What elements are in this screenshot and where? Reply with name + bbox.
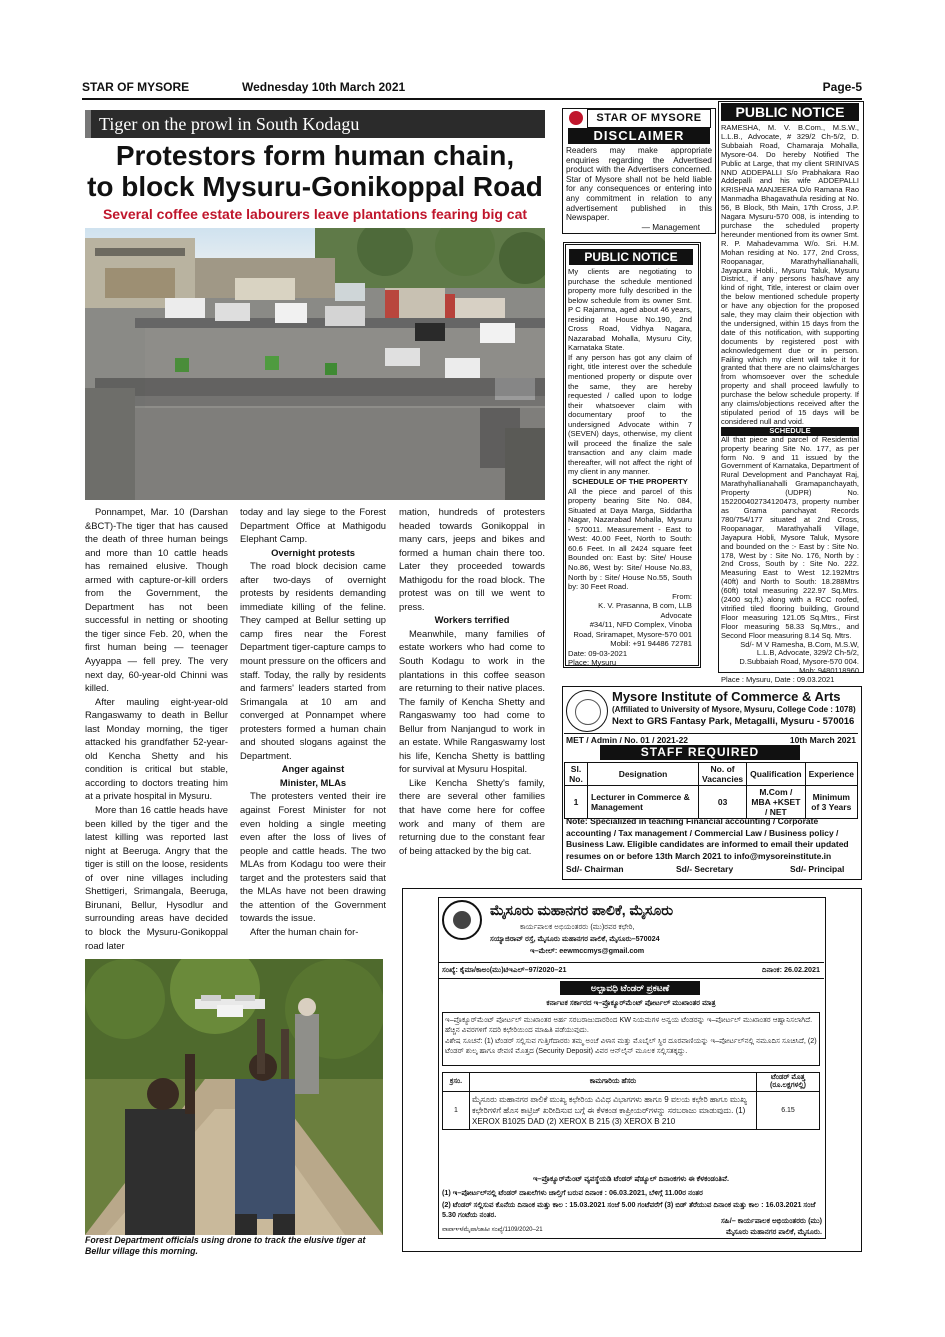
tender-title: ಅಲ್ಪಾವಧಿ ಟೆಂಡರ್ ಪ್ರಕಟಣೆ [560,981,700,995]
story-subheading: Workers terrified [434,614,510,626]
cell-sl: 1 [565,786,588,819]
notice-paragraph: My clients are negotiating to purchase the schedule mentioned property more fully described in the below schedule from its owner Smt. P C Rajamma, aged about 46 years, residing at House No.190, 2nd Cross Road, Vidhya Nagara, Nazarabad Mohalla, Mysuru City, Karnataka State. [568,267,692,353]
public-notice-2-body [721,124,859,685]
tender-schedule-2: (2) ಟೆಂಡರ್ ಸಲ್ಲಿಸುವ ಕೊನೆಯ ದಿನಾಂಕ ಮತ್ತು ಕಾಲ : 15.03.2021 ಸಂಜೆ 5.00 ಗಂಟೆವರೆಗೆ (3) ಬಿಡ್ ತೆರೆಯುವ ದಿನಾಂಕ ಮತ್ತು ಕಾಲ : 16.03.2021 ಸಂಜೆ 5.30 ಗಂಟೆಯ ನಂತರ. [442,1200,816,1220]
story-kicker: Tiger on the prowl in South Kodagu [85,110,545,138]
page-header [82,78,862,98]
institute-address: Next to GRS Fantasy Park, Metagalli, Mysuru - 570016 [612,716,855,727]
tender-org: ಮೈಸೂರು ಮಹಾನಗರ ಪಾಲಿಕೆ, ಮೈಸೂರು [490,902,674,918]
public-notice-1-body [568,267,692,668]
notice-mobile: Mobil: +91 94486 72781 [610,639,692,649]
story-paragraph: today and lay siege to the Forest Department Office at Mathigodu Elephant Camp. [240,506,386,545]
divider [438,978,824,979]
ad-date: 10th March 2021 [789,735,856,745]
headline-line-2: to block Mysuru-Gonikoppal Road [87,171,543,202]
story-paragraph: Ponnampet, Mar. 10 (Darshan &BCT)-The tiger that has caused the death of three human beings and more than 10 cattle heads has remained elusive. Though armed with capture-or-kill orders from the Government, the Department has not been successful in netting or shooting the tiger since Feb. 20, when the first human being — teenager Ayyappa — fell prey. The very next day, 60-year-old Chinni was killed. [85,506,228,694]
headline-line-1: Protestors form human chain, [115,140,515,171]
logo-text: STAR OF MYSORE [587,109,711,128]
public-notice-2-title: PUBLIC NOTICE [721,103,859,121]
col-vacancies: No. of Vacancies [699,763,747,786]
notice-paragraph: If any person has got any claim of right, title interest over the schedule mentioned property or dispute over the same, they are hereby requested / called upon to lodge their whatsoever claim with documentary proof to the undersigned Advocate within 7 (SEVEN) days, otherwise, my client will proceed the finalize the sale transaction and any claim made thereafter, will not affect the right of my client in any manner. [568,352,692,477]
cell-designation: Lecturer in Commerce & Management [588,786,699,819]
sign-principal: Sd/- Principal [790,864,845,874]
photo-caption: Forest Department officials using drone to track the elusive tiger at Bellur village this morning. [85,1235,366,1256]
tender-table [442,1072,820,1130]
story-paragraph: Meanwhile, many families of estate workers who had come to South Kodagu to work in the plantations in this coffee season are returning to their native places. The family of Kencha Shetty and Rangaswamy too had come to Bellur from Nanjangud to work in an estate. While Rangaswamy lost his life, Kencha Shetty is battling for survival at Mysuru Hospital. [399,627,545,775]
story-paragraph: mation, hundreds of protesters headed towards Gonikoppal in many cars, jeeps and bikes and formed a human chain there too. Later they proceeded towards Mathigodu for the road block. The protest was on till we went to press. [399,506,545,612]
institute-affiliation: (Affiliated to University of Mysore, Mysuru, College Code : 1078) [612,705,856,714]
story-paragraph: After mauling eight-year-old Rangaswamy to death in Bellur last Monday morning, the tiger attacked his grandfather 52-year-old Kencha Shetty and his condition is critical but stable, according to doctors treating him at a private hospital in Mysuru. [85,695,228,802]
notice-paragraph: RAMESHA, M. V. B.Com., M.S.W., L.L.B., Advocate, # 329/2 Ch-5/2, D. Subbaiah Road, Chamaraja Mohalla, Mysore-04. Do hereby Notified The Public at Large, that my client SRINIVAS NND ADDEPALLI S/o Prabhakara Rao Addepalli and his wife ADDEPALLI KRISHNA MANJEERA D/o Ramana Rao Manmadha Bhagavathula residing at No. 56, B Block, 5th Main, 17th Cross, J.P. Nagara Mysuru-570 008, is intending to purchase the scheduled property hereunder mentioned from its owner Smt. R. P. Mahadevamma W/o. Sri. H.M. Mohan residing at No. 177, 2nd Cross, Roopanagar, Marathyhallianahalli, Jayapura Hobli., Mysuru Taluk, Mysuru District., if any persons has/have any kind of right, Title, interest or claim over the below mentioned schedule property or have any objection for the proposed sale, they may claim their objection with the undersigned, within 15 days from the date of this notification, with supporting documents by registered post with acknowledgement due or in person. Failing which my client will take it for granted that there are no claims/charges from whomsoever over the schedule property and shall proceed lawfully to purchase the below schedule property. If any claims/objections received after the stipulated period of 15 days will be considered null and void. [721,123,859,426]
notice-from: From: [672,591,692,601]
col-qualification: Qualification [747,763,805,786]
story-column-1 [85,505,228,952]
vacancy-table [564,762,858,819]
notice-schedule-title: SCHEDULE [721,427,859,436]
story-paragraph: The road block decision came after two-days of overnight protests by residents demanding immediate killing of the feline. They camped at Bellur setting up camp fires near the Forest Department tiger-capture camps to mount pressure on the officers and staff. Today, the rally by residents and farmers' leaders started from Srimangala at 10 am and converged at Ponnampet where protesters formed a human chain and shouted slogans against the Department. [240,560,386,761]
story-paragraph: After the human chain for- [250,925,359,937]
divider [564,733,858,734]
tender-sign: ಸಹಿ/– ಕಾರ್ಯಪಾಲಕ ಅಭಿಯಂತರರು (ಮು) [720,1216,822,1225]
tender-body-text: ಇ–ಪ್ರೊಕ್ಯೂರ್‌ಮೆಂಟ್ ಪೋರ್ಟಲ್ ಮುಖಾಂತರ ಅರ್ಹ ಸರಬರಾಜುದಾರರಿಂದ KW ನಿಯಮಗಳ ಅನ್ವಯ ಟೆಂಡರನ್ನು ಇ–ಪೋರ್ಟಲ್ ಮುಖಾಂತರ ಆಹ್ವಾನಿಸಲಾಗಿದೆ. ಹೆಚ್ಚಿನ ವಿವರಗಳಿಗೆ ಸದರಿ ಕಛೇರಿಯಿಂದ ಮಾಹಿತಿ ಪಡೆಯುವುದು. [445,1015,813,1035]
sign-secretary: Sd/- Secretary [676,864,734,874]
notice-date: Date: 09-03-2021 [568,648,628,658]
table-header-row [443,1073,820,1092]
story-paragraph: More than 16 cattle heads have been killed by the tiger and the latest killing was reported last night at Beeruga. Angry that the tiger is still on the loose, residents of over nine villages including Shettigeri, Srimangala, Beeruga, Birunani, Bellur, Hysodlur and surrounding areas have decided to block the Mysuru-Gonikoppal road later [85,804,228,951]
story-headline [85,140,545,202]
page-number: Page-5 [822,80,862,94]
col-no: ಕ್ರಸಂ. [443,1073,470,1092]
institute-logo [566,690,608,732]
story-column-3 [399,505,545,857]
cell-qualification: M.Com / MBA +KSET / NET [747,786,805,819]
disclaimer-title: DISCLAIMER [568,128,710,144]
star-of-mysore-logo [565,108,713,128]
cell-vacancies: 03 [699,786,747,819]
tender-subtitle: ಕರ್ನಾಟಕ ಸರ್ಕಾರದ ಇ–ಪ್ರೊಕ್ಯೂರ್‌ಮೆಂಟ್ ಪೋರ್ಟಲ್ ಮುಖಾಂತರ ಮಾತ್ರ [546,998,716,1007]
story-subheading: Anger against [281,763,345,775]
story-paragraph: The protesters vented their ire against Forest Minister for not even holding a single meeting even after the loss of lives of people and cattle heads. The two MLAs from Kodagu too were their target and the protesters said that the MLAs have not been drawing the attention of the Government towards the issue. [240,790,386,924]
table-header-row [565,763,858,786]
cell-no: 1 [443,1092,470,1130]
cell-work: ಮೈಸೂರು ಮಹಾನಗರ ಪಾಲಿಕೆ ಮುಖ್ಯ ಕಛೇರಿಯ ವಿವಿಧ ವಿಭಾಗಗಳು ಹಾಗೂ 9 ವಲಯ ಕಛೇರಿ ಹಾಗೂ ಮುಖ್ಯ ಕಛೇರಿಗಳಿಗೆ ಹೊಸ ಕಾಟ್ರಿಜ್ ಖರೀದಿಸುವ ಬಗ್ಗೆ ಈ ಕೆಳಕಂಡ ಕಾಪ್ರೀಯರ್‌ಗಳನ್ನು ಸರಬರಾಜು ಮಾಡುವುದು. (1) XEROX B1025 DAD (2) XEROX B 215 (3) XEROX B 210 [470,1092,757,1130]
notice-adv-role: Advocate [660,610,692,620]
notice-place-date: Place : Mysuru, Date : 09.03.2021 [721,675,835,685]
institute-name: Mysore Institute of Commerce & Arts [612,689,841,704]
col-work: ಕಾಮಗಾರಿಯ ಹೆಸರು [470,1073,757,1092]
tender-address: ಸಯ್ಯಾಜಿರಾವ್ ರಸ್ತೆ, ಮೈಸೂರು ಮಹಾನಗರ ಪಾಲಿಕೆ, ಮೈಸೂರು–570024 [490,934,660,943]
col-designation: Designation [588,763,699,786]
notice-schedule: All the piece and parcel of this property bearing Site No. 084, Situated at Daya Marga, Siddartha Nagar, Nazarabad Mohalla, Mysuru - 570011. Measurement - East to West: 40.00 Feet, North to South: 60.6 Feet. In all 2424 square feet Bounded on: East by: Site/ House No.86, West by: Site/ House No.83, North by : Site/ House No.55, South by: 30 Feet Road. [568,486,692,592]
protest-photo [85,228,545,500]
divider [438,962,824,963]
header-rule [82,98,862,100]
story-subheading: Minister, MLAs [279,776,347,788]
tender-special: ವಿಶೇಷ ಸೂಚನೆ: (1) ಟೆಂಡರ್ ಸಲ್ಲಿಸುವ ಗುತ್ತಿಗೆದಾರರು ತಮ್ಮ ಅಂಚೆ ವಿಳಾಸ ಮತ್ತು ಮೊಬೈಲ್ ಸ್ಥಿರ ದೂರವಾಣಿಯನ್ನು ಇ–ಪೋರ್ಟಲ್‌ನಲ್ಲಿ ನಮೂದಿಸ ಸೂಚಿಸಿದೆ, (2) ಟೆಂಡರ್ ಶುಲ್ಕ ಹಾಗೂ ಠೇವಣಿ ಮೊತ್ತದ (Security Deposit) ವಿವರ ಆನ್‌ಲೈನ್ ಮೂಲಕ ಸಲ್ಲಿಸತಕ್ಕದ್ದು. [445,1035,817,1055]
col-experience: Experience [805,763,857,786]
disclaimer-text [566,146,712,232]
table-row [565,786,858,819]
public-notice-1-title: PUBLIC NOTICE [569,249,693,265]
col-amount: ಟೆಂಡರ್ ಮೊತ್ತ (ರೂ.ಲಕ್ಷಗಳಲ್ಲಿ) [757,1073,820,1092]
notice-schedule-title: SCHEDULE OF THE PROPERTY [572,477,688,487]
ad-note: Note: Specialized in teaching Financial accounting / Corporate accounting / Tax management / Commercial Law / Business policy / Business Law. Eligible candidates are informed to email their updated resumes on or before 13th March 2021 to info@mysoreinstitute.in [566,816,849,861]
story-column-2 [240,505,386,939]
story-subheading: Overnight protests [271,546,355,558]
notice-sign: Sd/- M V Ramesha, B.Com, M.S.W, L.L.B, Advocate, 329/2 Ch-5/2, D.Subbaiah Road, Mysore-570 004. Mob: 9480118960 [739,639,859,676]
staff-required-title: STAFF REQUIRED [600,745,800,760]
notice-schedule: All that piece and parcel of Residential property bearing Site No. 177, as per form No. 9 and 11 issued by the Government of Karnataka, Department of Rural Development and Panchayat Raj, Marathyhallianahalli Gramapanchayath, Property (UDPR) No. 152200402734120473, property number as Grama panchayat Records 780/754/177 situated at 2nd Cross, Roopanagar, Marathyahalli Village, Jayapura Hobli, Mysore Taluk, Mysore and bounded on the :- East by : Site No. 178, West by : Site No. 176, North by : 2nd Cross, South by : Site No. 222. Measuring East to West 12.192Mtrs (40ft) and North to South: 18.288Mtrs (60ft) total measuring 222.97 Sq.Mtrs. (2400 sq.ft.) along with a RCC roofed, vitrified tiled flooring building, Ground Floor measuring 121.05 Sq.Mtrs., First Floor measuring 58.33 Sq.Mtrs., and Second Floor measuring 8.14 Sq. Mtrs. [721,434,859,640]
tender-sign-org: ಮೈಸೂರು ಮಹಾನಗರ ಪಾಲಿಕೆ, ಮೈಸೂರು. [726,1227,822,1236]
table-row [443,1092,820,1130]
tender-office: ಕಾರ್ಯಪಾಲಕ ಅಭಿಯಂತರರು (ಮು)ರವರ ಕಛೇರಿ, [520,922,635,931]
notice-advocate: K. V. Prasanna, B com, LLB [598,601,692,611]
issue-date: Wednesday 10th March 2021 [242,80,406,94]
notice-address: #34/11, NFD Complex, Vinoba Road, Sriramapet, Mysore-570 001 [573,620,692,639]
tender-reference: ಸಂಖ್ಯೆ: ಕೈಮಾ/ಕಾಅಂ(ಮು)ಟಿಇಎಲ್–97/2020–21 [442,965,567,974]
sign-chairman: Sd/- Chairman [566,864,624,874]
drone-photo [85,959,383,1235]
tender-body [442,1012,820,1066]
tender-date: ದಿನಾಂಕ: 26.02.2021 [762,965,820,974]
notice-place: Place: Mysuru [568,658,617,668]
disclaimer-sign: — Management [641,222,700,232]
cell-experience: Minimum of 3 Years [805,786,857,819]
tender-email: ಇ–ಮೇಲ್: eewmccmys@gmail.com [530,946,645,955]
disclaimer-body: Readers may make appropriate enquiries regarding the Advertised product with the Advertisers concerned. Star of Mysore shall not be held liable for any consequences or entering into any commitment in relation to any advertisement published in this Newspaper. [566,146,712,223]
paper-name: STAR OF MYSORE [82,80,190,94]
story-subhead: Several coffee estate labourers leave plantations fearing big cat [102,206,528,222]
tender-schedule-1: (1) ಇ–ಪೋರ್ಟಲ್‌ನಲ್ಲಿ ಟೆಂಡರ್ ದಾಖಲೆಗಳು ಚಾಲ್ತಿಗೆ ಬರುವ ದಿನಾಂಕ : 06.03.2021, ಬೆಳಿಗ್ಗೆ 11.00ರ ನಂತರ [442,1188,703,1197]
corporation-seal [442,900,482,940]
tender-schedule-head: ಇ–ಪ್ರೊಕ್ಯೂರ್‌ಮೆಂಟ್ ವ್ಯವಸ್ಥೆಯಡಿ ಟೆಂಡರ್ ಷೆಡ್ಯೂಲ್ ದಿನಾಂಕಗಳು ಈ ಕೆಳಕಂಡಂತಿವೆ. [533,1174,729,1183]
ad-reference: MET / Admin / No. 01 / 2021-22 [566,735,689,745]
col-sl: Sl. No. [565,763,588,786]
story-paragraph: Like Kencha Shetty's family, there are several other families that have come here for coffee work and many of them are returning due to the constant fear of being attacked by the big cat. [399,776,545,856]
cell-amount: 6.15 [757,1092,820,1130]
tender-footer: ವಾಪಾಇಇ/ಮೈಪಾ/ಜಾಹೀ ಸಂಖ್ಯೆ/1109/2020–21 [442,1227,543,1233]
